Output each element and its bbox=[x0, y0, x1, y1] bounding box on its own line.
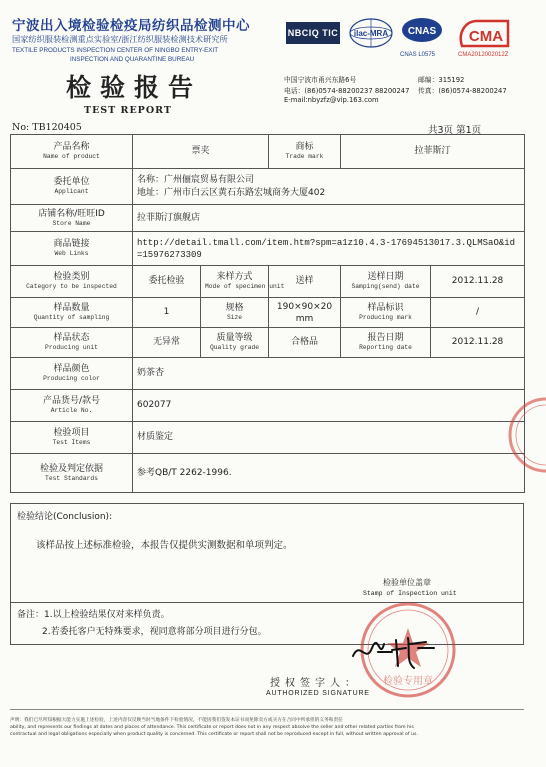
cnas-logo-text: CNAS bbox=[407, 26, 437, 37]
footer-divider bbox=[10, 709, 524, 710]
report-title-cn: 检验报告 bbox=[66, 73, 203, 102]
value-web-links: http://detail.tmall.com/item.htm?spm=a1z10.4.3-17694513017.3.QLMSaO&id=15976273309 bbox=[133, 232, 525, 266]
value-applicant bbox=[133, 169, 525, 205]
ilac-mra-logo bbox=[348, 16, 394, 50]
contact-address: 中国宁波市甬兴东路6号 bbox=[284, 76, 357, 84]
cma-logo bbox=[454, 16, 516, 50]
institute-subname-cn: 国家纺织服装检测重点实验室/浙江纺织服装检测技术研究所 bbox=[12, 34, 228, 44]
conclusion-section bbox=[10, 503, 524, 603]
applicant-address: 地址：广州市白云区黄石东路宏城商务大厦402 bbox=[137, 187, 326, 198]
institute-name-en-line1: TEXTILE PRODUCTS INSPECTION CENTER OF NINGBO ENTRY-EXIT bbox=[12, 47, 219, 54]
ilac-logo-text: ilac-MRA bbox=[353, 29, 389, 38]
value-test-items: 材质鉴定 bbox=[133, 422, 525, 454]
value-report-date: 2012.11.28 bbox=[431, 328, 525, 358]
value-state: 无异常 bbox=[133, 328, 201, 358]
seal-text: 检验专用章 bbox=[383, 676, 433, 687]
value-sampling-date: 2012.11.28 bbox=[431, 266, 525, 298]
value-article: 602077 bbox=[133, 390, 525, 422]
page-count: 共3页 第1页 bbox=[428, 125, 482, 136]
report-number-label: No: bbox=[12, 122, 30, 133]
edge-seal bbox=[506, 380, 546, 490]
label-state: 样品状态 Producing unit bbox=[11, 328, 133, 358]
label-size: 规格 Size bbox=[201, 298, 269, 328]
contact-fax: 传真：(86)0574-88200247 bbox=[418, 87, 507, 95]
conclusion-label: 检验结论(Conclusion): bbox=[17, 512, 113, 522]
footer-line-3: contractual and legal obligations especially when product quality is concerned. This certificate or report shall not be reproduced except in full, without written approval of us. bbox=[10, 732, 418, 737]
conclusion-text: 该样品按上述标准检验，本报告仅提供实测数据和单项判定。 bbox=[36, 540, 293, 551]
label-web-links: 商品链接 Web Links bbox=[11, 232, 133, 266]
label-report-date: 报告日期 Reporting date bbox=[341, 328, 431, 358]
contact-phone: 电话：(86)0574-88200237 88200247 bbox=[284, 87, 410, 95]
label-color: 样品颜色 Producing color bbox=[11, 358, 133, 390]
footer-line-2: ability, and represents our findings at dates and places of attendance. This certificate or report does not in any respect absolve the seller and other related parties from his bbox=[10, 725, 414, 730]
label-standards: 检验及判定依据 Test Standards bbox=[11, 454, 133, 493]
label-sampling-date: 送样日期 Samping(send) date bbox=[341, 266, 431, 298]
signatory-label-en: AUTHORIZED SIGNATURE bbox=[266, 690, 370, 697]
label-store-name: 店铺名称/旺旺ID Store Name bbox=[11, 205, 133, 232]
value-mode: 送样 bbox=[269, 266, 341, 298]
contact-postcode: 邮编：315192 bbox=[418, 76, 465, 84]
cma-code: CMA2012002012Z bbox=[458, 52, 509, 58]
footer-disclaimer bbox=[10, 717, 524, 738]
note-1: 备注：1.以上检验结果仅对来样负责。 bbox=[17, 610, 170, 620]
report-number-value: TB120405 bbox=[32, 122, 82, 133]
nbciq-logo: NBCIQ TIC bbox=[286, 22, 340, 44]
label-product-name: 产品名称 Name of product bbox=[11, 135, 133, 169]
cnas-code: CNAS L0575 bbox=[400, 52, 436, 58]
label-applicant: 委托单位 Applicant bbox=[11, 169, 133, 205]
label-mode: 来样方式 Mode of specimen unit bbox=[201, 266, 269, 298]
report-number bbox=[12, 122, 82, 133]
applicant-name: 名称：广州俪宸贸易有限公司 bbox=[137, 174, 255, 185]
stamp-label-cn: 检验单位盖章 bbox=[383, 578, 431, 587]
cma-logo-text: CMA bbox=[468, 28, 504, 45]
stamp-label-en: Stamp of Inspection unit bbox=[363, 590, 457, 597]
value-quantity: 1 bbox=[133, 298, 201, 328]
label-quantity: 样品数量 Quantity of sampling bbox=[11, 298, 133, 328]
value-category: 委托检验 bbox=[133, 266, 201, 298]
label-quality: 质量等级 Quality grade bbox=[201, 328, 269, 358]
value-size: 190×90×20mm bbox=[269, 298, 341, 328]
label-test-items: 检验项目 Test Items bbox=[11, 422, 133, 454]
value-trade-mark: 拉菲斯汀 bbox=[341, 135, 525, 169]
value-standards: 参考QB/T 2262-1996. bbox=[133, 454, 525, 493]
value-store-name: 拉菲斯汀旗舰店 bbox=[133, 205, 525, 232]
value-quality: 合格品 bbox=[269, 328, 341, 358]
report-table bbox=[10, 134, 525, 493]
report-title-en: TEST REPORT bbox=[84, 105, 172, 116]
value-color: 奶茶杏 bbox=[133, 358, 525, 390]
cnas-logo bbox=[398, 16, 446, 50]
label-sample-mark: 样品标识 Producing mark bbox=[341, 298, 431, 328]
value-product-name: 票夹 bbox=[133, 135, 269, 169]
contact-email: E-mail:nbyzfz@vip.163.com bbox=[284, 96, 379, 104]
note-2: 2.若委托客户无特殊要求，视同意将部分项目进行分包。 bbox=[42, 627, 267, 637]
label-trade-mark: 商标 Trade mark bbox=[269, 135, 341, 169]
label-category: 检验类别 Category to be inspected bbox=[11, 266, 133, 298]
institute-name-cn: 宁波出入境检验检疫局纺织品检测中心 bbox=[12, 18, 250, 34]
report-header bbox=[0, 0, 534, 120]
institute-name-en-line2: INSPECTION AND QUARANTINE BUREAU bbox=[70, 56, 195, 63]
value-sample-mark: / bbox=[431, 298, 525, 328]
footer-line-1: 声明：我们已尽所知根据大能力实施上述检验，上述内容仅反映当时当地条件下检验情况，不能因我们签发本证书而免除卖方或买方在合同中所承担的义务和责任 bbox=[10, 718, 343, 723]
label-article: 产品货号/款号 Article No. bbox=[11, 390, 133, 422]
signatory-label-cn: 授权签字人： bbox=[270, 678, 360, 689]
signature-image bbox=[348, 630, 438, 674]
